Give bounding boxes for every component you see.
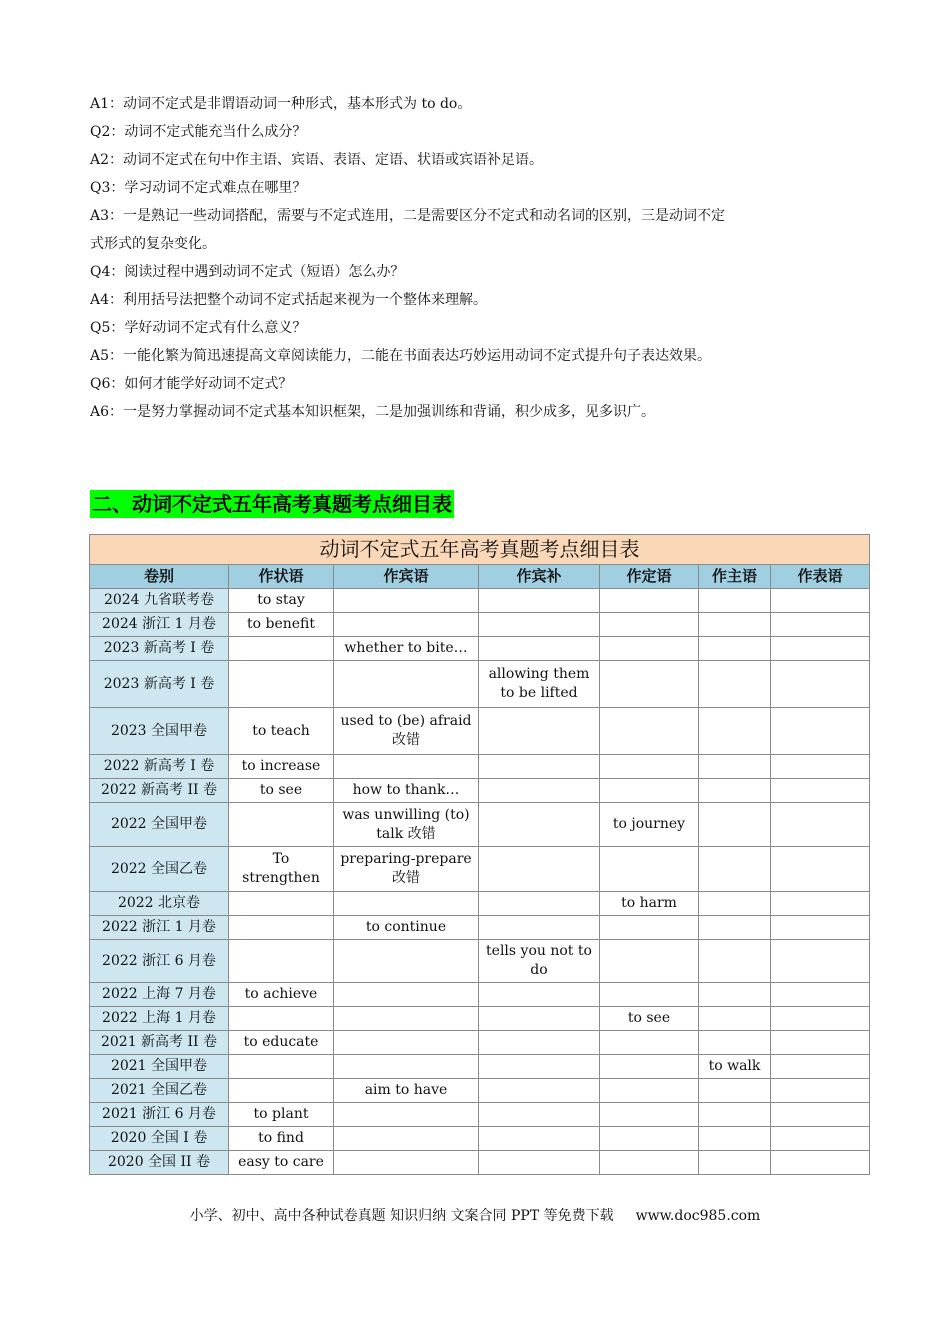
footer-url[interactable]: www.doc985.com: [635, 1208, 761, 1224]
section-heading: 二、动词不定式五年高考真题考点细目表: [92, 492, 452, 516]
volume-cell: 2024 浙江 1 月卷: [90, 613, 229, 637]
table-cell: [699, 1103, 771, 1127]
table-cell: [771, 983, 870, 1007]
table-cell: [479, 1079, 600, 1103]
table-cell: to walk: [699, 1055, 771, 1079]
table-row: [90, 1031, 870, 1055]
table-cell: [229, 892, 334, 916]
table-cell: to find: [229, 1127, 334, 1151]
table-cell: [699, 613, 771, 637]
volume-cell: 2021 浙江 6 月卷: [90, 1103, 229, 1127]
qa-line: 式形式的复杂变化。: [90, 236, 216, 252]
column-header: 作宾补: [479, 565, 600, 589]
column-header: 作定语: [600, 565, 699, 589]
table-cell: [229, 916, 334, 940]
table-cell: [600, 589, 699, 613]
table-cell: [600, 983, 699, 1007]
volume-cell: 2022 上海 7 月卷: [90, 983, 229, 1007]
table-cell: [334, 892, 479, 916]
table-cell: [771, 589, 870, 613]
table-cell: [699, 803, 771, 847]
table-cell: [600, 1151, 699, 1175]
table-cell: [479, 1031, 600, 1055]
volume-cell: 2021 新高考 II 卷: [90, 1031, 229, 1055]
table-cell: [771, 1151, 870, 1175]
table-row: [90, 847, 870, 892]
table-cell: [771, 708, 870, 755]
table-cell: [334, 661, 479, 708]
table-row: [90, 779, 870, 803]
qa-line: Q6：如何才能学好动词不定式？: [90, 376, 293, 392]
table-row: [90, 892, 870, 916]
table-row: [90, 1103, 870, 1127]
table-cell: was unwilling (to) talk 改错: [334, 803, 479, 847]
volume-cell: 2020 全国 II 卷: [90, 1151, 229, 1175]
table-cell: [479, 892, 600, 916]
volume-cell: 2021 全国乙卷: [90, 1079, 229, 1103]
table-cell: [699, 892, 771, 916]
table-cell: [229, 940, 334, 983]
table-cell: [334, 1151, 479, 1175]
table-cell: [600, 1031, 699, 1055]
table-cell: [229, 661, 334, 708]
table-cell: [479, 613, 600, 637]
exam-points-table: [89, 534, 870, 1175]
table-cell: [771, 779, 870, 803]
table-cell: to benefit: [229, 613, 334, 637]
qa-line: Q3：学习动词不定式难点在哪里？: [90, 180, 307, 196]
table-cell: to plant: [229, 1103, 334, 1127]
table-cell: [334, 1007, 479, 1031]
table-cell: [699, 1151, 771, 1175]
table-row: [90, 803, 870, 847]
table-cell: [479, 755, 600, 779]
table-cell: [334, 1103, 479, 1127]
volume-cell: 2022 新高考 I 卷: [90, 755, 229, 779]
table-cell: [699, 1127, 771, 1151]
qa-line: Q5：学好动词不定式有什么意义？: [90, 320, 307, 336]
footer-text: 小学、初中、高中各种试卷真题 知识归纳 文案合同 PPT 等免费下载: [189, 1208, 614, 1224]
table-row: [90, 1055, 870, 1079]
table-cell: [771, 847, 870, 892]
volume-cell: 2023 新高考 I 卷: [90, 637, 229, 661]
table-row: [90, 940, 870, 983]
table-cell: used to (be) afraid 改错: [334, 708, 479, 755]
table-cell: [699, 661, 771, 708]
volume-cell: 2022 浙江 1 月卷: [90, 916, 229, 940]
table-cell: [334, 940, 479, 983]
table-cell: [229, 637, 334, 661]
table-cell: [771, 755, 870, 779]
table-row: [90, 755, 870, 779]
table-cell: [699, 1007, 771, 1031]
qa-line: A3：一是熟记一些动词搭配，需要与不定式连用，二是需要区分不定式和动名词的区别，三是动词不定: [90, 208, 726, 224]
volume-cell: 2023 新高考 I 卷: [90, 661, 229, 708]
table-cell: tells you not to do: [479, 940, 600, 983]
table-row: [90, 1151, 870, 1175]
volume-cell: 2020 全国 I 卷: [90, 1127, 229, 1151]
table-row: [90, 708, 870, 755]
qa-line: Q4：阅读过程中遇到动词不定式（短语）怎么办？: [90, 264, 405, 280]
column-header: 作宾语: [334, 565, 479, 589]
table-cell: [699, 1079, 771, 1103]
table-cell: to harm: [600, 892, 699, 916]
volume-cell: 2024 九省联考卷: [90, 589, 229, 613]
table-cell: [229, 803, 334, 847]
table-cell: [600, 916, 699, 940]
table-cell: [479, 637, 600, 661]
table-row: [90, 637, 870, 661]
table-cell: [334, 589, 479, 613]
table-cell: To strengthen: [229, 847, 334, 892]
table-cell: [699, 708, 771, 755]
table-cell: how to thank…: [334, 779, 479, 803]
table-row: [90, 589, 870, 613]
qa-section: [90, 90, 870, 426]
table-cell: [479, 589, 600, 613]
volume-cell: 2022 全国甲卷: [90, 803, 229, 847]
table-cell: [334, 1127, 479, 1151]
column-header: 作状语: [229, 565, 334, 589]
footer: [0, 1206, 950, 1226]
table-cell: [479, 1151, 600, 1175]
table-cell: to teach: [229, 708, 334, 755]
table-row: [90, 1007, 870, 1031]
column-header: 作主语: [699, 565, 771, 589]
qa-line: Q2：动词不定式能充当什么成分？: [90, 124, 307, 140]
table-row: [90, 1079, 870, 1103]
table-cell: [600, 779, 699, 803]
table-cell: [600, 1055, 699, 1079]
qa-line: A2：动词不定式在句中作主语、宾语、表语、定语、状语或宾语补足语。: [90, 152, 544, 168]
table-cell: [600, 708, 699, 755]
table-row: [90, 983, 870, 1007]
table-cell: to journey: [600, 803, 699, 847]
qa-line: A4：利用括号法把整个动词不定式括起来视为一个整体来理解。: [90, 292, 488, 308]
table-cell: [771, 1055, 870, 1079]
volume-cell: 2023 全国甲卷: [90, 708, 229, 755]
table-cell: [479, 803, 600, 847]
table-cell: [600, 1103, 699, 1127]
volume-cell: 2021 全国甲卷: [90, 1055, 229, 1079]
table-cell: [229, 1079, 334, 1103]
table-cell: [771, 1031, 870, 1055]
table-cell: [600, 940, 699, 983]
table-cell: [771, 940, 870, 983]
table-cell: [479, 1007, 600, 1031]
table-cell: aim to have: [334, 1079, 479, 1103]
table-cell: to educate: [229, 1031, 334, 1055]
table-cell: [334, 1055, 479, 1079]
table-cell: [699, 1031, 771, 1055]
table-cell: to see: [600, 1007, 699, 1031]
table-cell: [479, 983, 600, 1007]
column-header: 作表语: [771, 565, 870, 589]
table-cell: [334, 755, 479, 779]
table-cell: whether to bite…: [334, 637, 479, 661]
table-cell: [479, 1127, 600, 1151]
table-cell: [479, 779, 600, 803]
table-cell: [699, 916, 771, 940]
table-cell: [771, 1103, 870, 1127]
table-cell: [699, 589, 771, 613]
table-cell: [699, 983, 771, 1007]
table-cell: easy to care: [229, 1151, 334, 1175]
table-title: 动词不定式五年高考真题考点细目表: [90, 535, 870, 565]
table-cell: to stay: [229, 589, 334, 613]
table-cell: [699, 779, 771, 803]
table-cell: [229, 1055, 334, 1079]
table-cell: to see: [229, 779, 334, 803]
table-cell: [334, 983, 479, 1007]
table-cell: [600, 847, 699, 892]
table-cell: [600, 1127, 699, 1151]
table-cell: [771, 803, 870, 847]
table-cell: [771, 637, 870, 661]
table-cell: [600, 637, 699, 661]
volume-cell: 2022 北京卷: [90, 892, 229, 916]
table-cell: [479, 1103, 600, 1127]
table-cell: [699, 755, 771, 779]
table-cell: [229, 1007, 334, 1031]
table-cell: [771, 1079, 870, 1103]
table-cell: preparing-prepare 改错: [334, 847, 479, 892]
table-cell: [334, 1031, 479, 1055]
table-row: [90, 613, 870, 637]
table-cell: to continue: [334, 916, 479, 940]
column-header: 卷别: [90, 565, 229, 589]
table-cell: [479, 708, 600, 755]
table-cell: [479, 847, 600, 892]
volume-cell: 2022 浙江 6 月卷: [90, 940, 229, 983]
table-cell: [771, 1127, 870, 1151]
table-cell: allowing them to be lifted: [479, 661, 600, 708]
table-cell: [771, 916, 870, 940]
table-cell: to increase: [229, 755, 334, 779]
table-cell: [699, 847, 771, 892]
qa-line: A6：一是努力掌握动词不定式基本知识框架，二是加强训练和背诵，积少成多，见多识广。: [90, 404, 656, 420]
table-row: [90, 661, 870, 708]
table-cell: [600, 613, 699, 637]
table-cell: [771, 892, 870, 916]
table-cell: [771, 1007, 870, 1031]
table-row: [90, 1127, 870, 1151]
table-cell: [479, 1055, 600, 1079]
table-cell: [479, 916, 600, 940]
table-cell: [334, 613, 479, 637]
qa-line: A1：动词不定式是非谓语动词一种形式，基本形式为 to do。: [90, 96, 472, 112]
table-cell: [771, 661, 870, 708]
table-cell: [600, 661, 699, 708]
table-cell: [699, 637, 771, 661]
table-cell: [699, 940, 771, 983]
volume-cell: 2022 全国乙卷: [90, 847, 229, 892]
table-row: [90, 916, 870, 940]
table-cell: [771, 613, 870, 637]
volume-cell: 2022 上海 1 月卷: [90, 1007, 229, 1031]
table-cell: to achieve: [229, 983, 334, 1007]
table-cell: [600, 1079, 699, 1103]
table-cell: [600, 755, 699, 779]
qa-line: A5：一能化繁为简迅速提高文章阅读能力，二能在书面表达巧妙运用动词不定式提升句子表达效果。: [90, 348, 712, 364]
volume-cell: 2022 新高考 II 卷: [90, 779, 229, 803]
